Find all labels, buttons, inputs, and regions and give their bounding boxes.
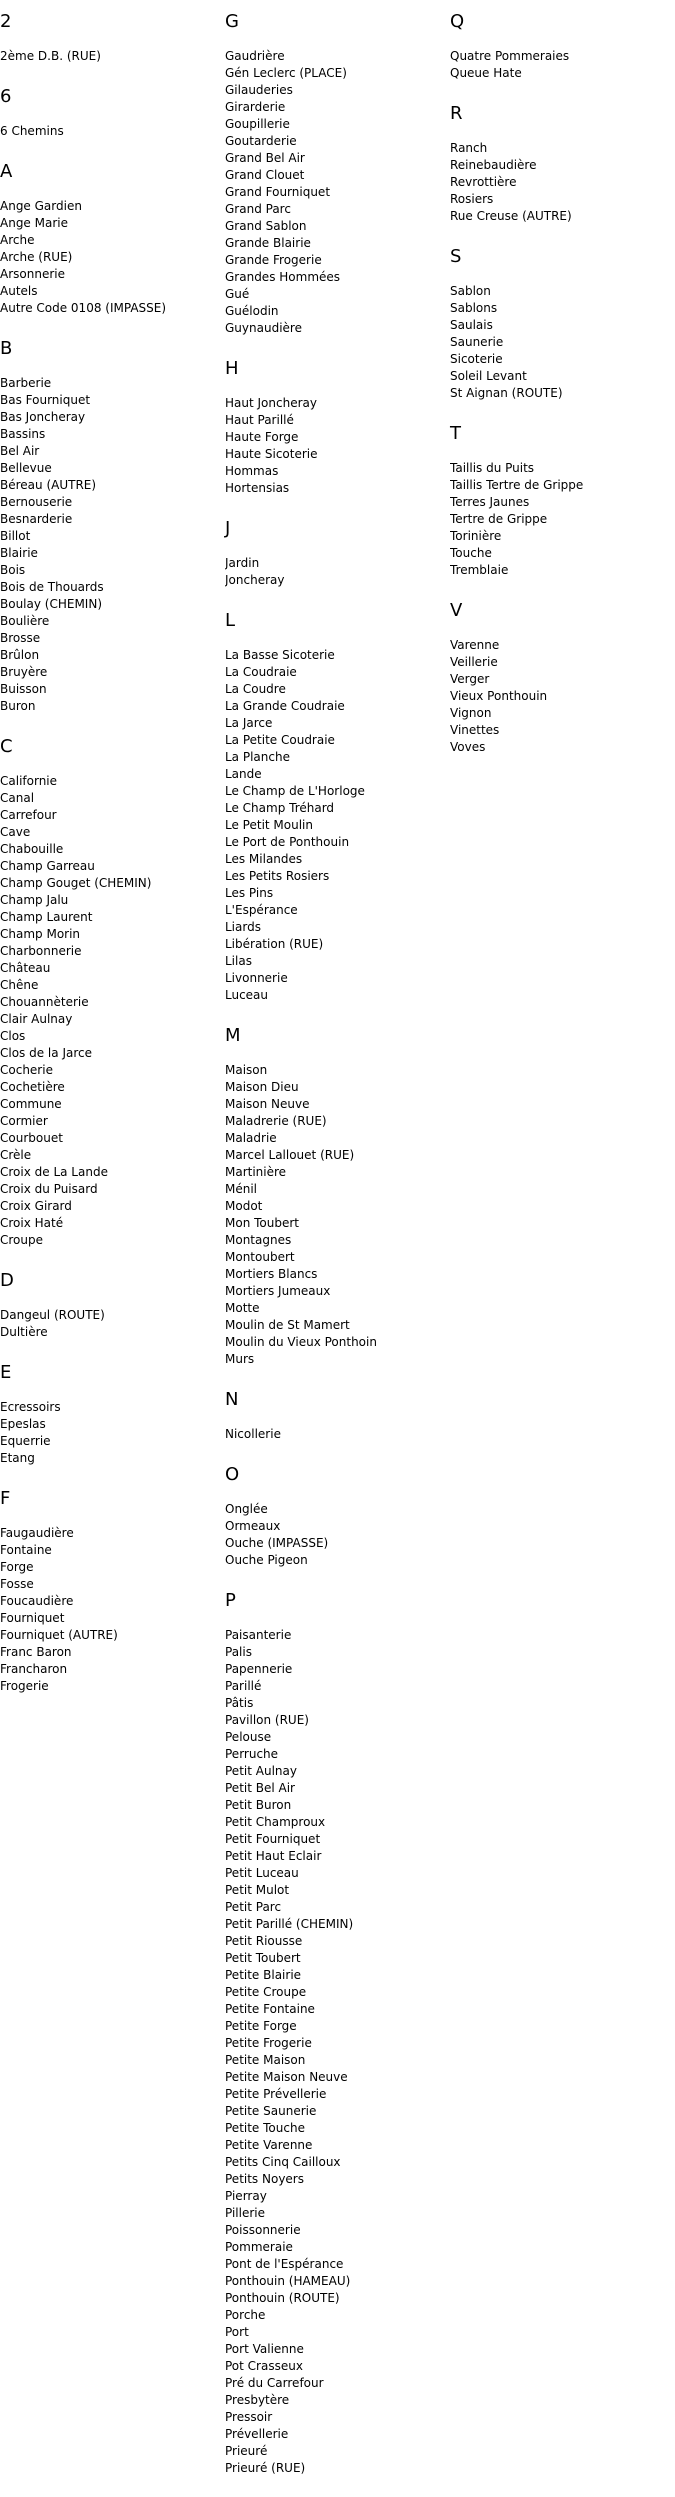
letter-heading: F: [0, 1488, 11, 1509]
letter-group: [225, 517, 450, 589]
street-entry: Petit Champroux: [225, 1815, 326, 1829]
entry-list: [0, 1399, 225, 1467]
street-entry: Brosse: [0, 631, 41, 645]
street-entry: L'Espérance: [225, 903, 298, 917]
street-entry: Ménil: [225, 1182, 258, 1196]
street-entry: Pelouse: [225, 1730, 272, 1744]
street-entry: Joncheray: [225, 573, 285, 587]
street-entry: Saunerie: [450, 335, 504, 349]
street-entry: Pot Crasseux: [225, 2359, 303, 2373]
street-entry: Bois: [0, 563, 26, 577]
street-entry: Petite Saunerie: [225, 2104, 317, 2118]
letter-heading: V: [450, 600, 463, 621]
entry-list: [450, 48, 675, 82]
street-entry: La Jarce: [225, 716, 273, 730]
street-entry: Petite Prévellerie: [225, 2087, 327, 2101]
street-entry: Verger: [450, 672, 490, 686]
street-entry: Luceau: [225, 988, 269, 1002]
street-entry: Clos: [0, 1029, 26, 1043]
street-entry: Arsonnerie: [0, 267, 65, 281]
street-entry: Maison: [225, 1063, 268, 1077]
street-entry: Barberie: [0, 376, 52, 390]
street-entry: Le Port de Ponthouin: [225, 835, 350, 849]
street-entry: Champ Gouget (CHEMIN): [0, 876, 152, 890]
entry-list: [0, 1525, 225, 1695]
street-entry: Marcel Lallouet (RUE): [225, 1148, 355, 1162]
street-entry: Soleil Levant: [450, 369, 527, 383]
letter-heading: Q: [450, 11, 465, 32]
street-entry: Petit Mulot: [225, 1883, 290, 1897]
street-entry: Sicoterie: [450, 352, 503, 366]
street-entry: Petit Parillé (CHEMIN): [225, 1917, 354, 1931]
street-entry: Fourniquet: [0, 1611, 65, 1625]
letter-group: [225, 1463, 450, 1569]
street-entry: Haut Joncheray: [225, 396, 317, 410]
entry-list: [225, 647, 450, 1004]
street-entry: Montagnes: [225, 1233, 292, 1247]
letter-group: [0, 735, 225, 1249]
letter-group: [225, 609, 450, 1004]
street-entry: Grand Sablon: [225, 219, 307, 233]
street-entry: Buron: [0, 699, 36, 713]
letter-group: [225, 1589, 450, 2477]
letter-heading: P: [225, 1590, 236, 1611]
letter-group: [225, 1388, 450, 1443]
street-entry: Quatre Pommeraies: [450, 49, 570, 63]
street-entry: Presbytère: [225, 2393, 290, 2407]
street-entry: Modot: [225, 1199, 263, 1213]
street-entry: Bas Joncheray: [0, 410, 86, 424]
street-entry: Petite Fontaine: [225, 2002, 315, 2016]
street-entry: Etang: [0, 1451, 35, 1465]
letter-heading: C: [0, 736, 13, 757]
street-entry: Grand Clouet: [225, 168, 305, 182]
street-entry: 6 Chemins: [0, 124, 64, 138]
entry-list: [450, 637, 675, 756]
street-entry: Ecressoirs: [0, 1400, 61, 1414]
street-entry: Moulin de St Mamert: [225, 1318, 350, 1332]
entry-list: [0, 1307, 225, 1341]
street-entry: Croix Girard: [0, 1199, 72, 1213]
street-entry: Mortiers Blancs: [225, 1267, 318, 1281]
street-entry: Charbonnerie: [0, 944, 82, 958]
street-entry: Besnarderie: [0, 512, 73, 526]
street-entry: Petit Bel Air: [225, 1781, 295, 1795]
letter-heading: D: [0, 1270, 14, 1291]
street-entry: Petit Riousse: [225, 1934, 303, 1948]
letter-group: [0, 1487, 225, 1695]
street-entry: Bellevue: [0, 461, 52, 475]
street-entry: Commune: [0, 1097, 62, 1111]
street-entry: Ranch: [450, 141, 488, 155]
letter-group: [0, 10, 225, 65]
street-entry: Haute Sicoterie: [225, 447, 318, 461]
street-entry: Murs: [225, 1352, 255, 1366]
street-entry: Clair Aulnay: [0, 1012, 73, 1026]
entry-list: [225, 1426, 450, 1443]
street-entry: Chouannèterie: [0, 995, 89, 1009]
entry-list: [225, 555, 450, 589]
street-entry: Petits Noyers: [225, 2172, 304, 2186]
entry-list: [0, 123, 225, 140]
street-entry: Parillé: [225, 1679, 262, 1693]
street-entry: Grande Blairie: [225, 236, 311, 250]
street-entry: Champ Morin: [0, 927, 81, 941]
street-entry: Dultière: [0, 1325, 48, 1339]
street-entry: Libération (RUE): [225, 937, 324, 951]
street-entry: Croupe: [0, 1233, 43, 1247]
street-entry: Motte: [225, 1301, 260, 1315]
street-entry: Forge: [0, 1560, 34, 1574]
street-entry: Guynaudière: [225, 321, 302, 335]
letter-group: [450, 102, 675, 225]
letter-heading: O: [225, 1464, 240, 1485]
street-entry: Bel Air: [0, 444, 40, 458]
street-entry: Petit Parc: [225, 1900, 282, 1914]
street-entry: Veillerie: [450, 655, 498, 669]
street-entry: Jardin: [225, 556, 260, 570]
street-entry: Château: [0, 961, 51, 975]
entry-list: [225, 48, 450, 337]
street-entry: Rue Creuse (AUTRE): [450, 209, 572, 223]
street-entry: Porche: [225, 2308, 266, 2322]
street-entry: Maladrerie (RUE): [225, 1114, 327, 1128]
street-entry: Petite Varenne: [225, 2138, 313, 2152]
street-entry: Grand Bel Air: [225, 151, 305, 165]
letter-group: [450, 422, 675, 579]
street-entry: Lande: [225, 767, 262, 781]
street-entry: Ange Marie: [0, 216, 68, 230]
street-entry: Ponthouin (HAMEAU): [225, 2274, 351, 2288]
letter-heading: A: [0, 161, 13, 182]
street-entry: Pâtis: [225, 1696, 254, 1710]
street-entry: Champ Garreau: [0, 859, 95, 873]
letter-heading: 2: [0, 11, 12, 32]
street-entry: Petit Luceau: [225, 1866, 299, 1880]
street-entry: Fosse: [0, 1577, 34, 1591]
street-entry: Vinettes: [450, 723, 500, 737]
street-entry: Goupillerie: [225, 117, 290, 131]
street-entry: Port: [225, 2325, 249, 2339]
street-entry: Montoubert: [225, 1250, 295, 1264]
street-entry: 2ème D.B. (RUE): [0, 49, 101, 63]
entry-list: [225, 1062, 450, 1368]
street-entry: Champ Jalu: [0, 893, 69, 907]
street-entry: La Grande Coudraie: [225, 699, 345, 713]
street-entry: Canal: [0, 791, 35, 805]
street-entry: La Basse Sicoterie: [225, 648, 335, 662]
street-entry: Prieuré: [225, 2444, 268, 2458]
letter-heading: S: [450, 246, 462, 267]
street-entry: Petit Haut Eclair: [225, 1849, 322, 1863]
street-entry: Courbouet: [0, 1131, 63, 1145]
street-entry: Petite Croupe: [225, 1985, 307, 1999]
street-entry: Taillis Tertre de Grippe: [450, 478, 584, 492]
letter-heading: N: [225, 1389, 239, 1410]
street-entry: Pressoir: [225, 2410, 273, 2424]
letter-group: [225, 357, 450, 497]
street-entry: Voves: [450, 740, 486, 754]
street-entry: Equerrie: [0, 1434, 51, 1448]
street-entry: Ormeaux: [225, 1519, 281, 1533]
street-entry: Cochetière: [0, 1080, 65, 1094]
street-entry: Petite Frogerie: [225, 2036, 312, 2050]
street-entry: Fontaine: [0, 1543, 52, 1557]
street-entry: Vieux Ponthouin: [450, 689, 548, 703]
street-entry: Tertre de Grippe: [450, 512, 548, 526]
street-entry: Arche (RUE): [0, 250, 73, 264]
street-entry: Grand Fourniquet: [225, 185, 331, 199]
street-entry: Pont de l'Espérance: [225, 2257, 344, 2271]
letter-heading: M: [225, 1025, 241, 1046]
street-entry: Croix de La Lande: [0, 1165, 108, 1179]
street-entry: Prieuré (RUE): [225, 2461, 306, 2475]
street-entry: Bas Fourniquet: [0, 393, 91, 407]
entry-list: [225, 1501, 450, 1569]
index-column-1: [0, 0, 225, 2497]
street-entry: Livonnerie: [225, 971, 288, 985]
letter-heading: G: [225, 11, 239, 32]
street-entry: Pillerie: [225, 2206, 266, 2220]
letter-heading: R: [450, 103, 463, 124]
street-entry: Cormier: [0, 1114, 48, 1128]
street-entry: Les Pins: [225, 886, 274, 900]
street-entry: Billot: [0, 529, 31, 543]
street-entry: Gué: [225, 287, 250, 301]
entry-list: [0, 48, 225, 65]
street-entry: Petit Fourniquet: [225, 1832, 321, 1846]
street-entry: La Coudre: [225, 682, 286, 696]
street-entry: Croix du Puisard: [0, 1182, 98, 1196]
street-entry: Petite Maison: [225, 2053, 306, 2067]
street-entry: Gaudrière: [225, 49, 285, 63]
street-entry: Mon Toubert: [225, 1216, 299, 1230]
letter-group: [0, 1269, 225, 1341]
letter-heading: T: [450, 423, 461, 444]
street-entry: Le Champ de L'Horloge: [225, 784, 365, 798]
street-entry: Haute Forge: [225, 430, 299, 444]
street-entry: Les Milandes: [225, 852, 303, 866]
street-entry: Petite Forge: [225, 2019, 297, 2033]
street-entry: La Planche: [225, 750, 290, 764]
letter-heading: E: [0, 1362, 12, 1383]
street-entry: Frogerie: [0, 1679, 49, 1693]
street-entry: La Petite Coudraie: [225, 733, 335, 747]
street-entry: Pré du Carrefour: [225, 2376, 324, 2390]
street-entry: Petit Buron: [225, 1798, 292, 1812]
entry-list: [0, 198, 225, 317]
street-entry: Clos de la Jarce: [0, 1046, 92, 1060]
street-entry: Nicollerie: [225, 1427, 281, 1441]
street-entry: Franc Baron: [0, 1645, 72, 1659]
entry-list: [450, 283, 675, 402]
street-entry: Bois de Thouards: [0, 580, 104, 594]
street-entry: Bassins: [0, 427, 46, 441]
index-column-2: [225, 0, 450, 2497]
street-entry: Torinière: [450, 529, 502, 543]
street-entry: Moulin du Vieux Ponthoin: [225, 1335, 377, 1349]
street-entry: Sablons: [450, 301, 498, 315]
street-entry: Cave: [0, 825, 31, 839]
street-entry: Tremblaie: [450, 563, 509, 577]
street-entry: Lilas: [225, 954, 252, 968]
street-entry: Arche: [0, 233, 35, 247]
street-entry: Perruche: [225, 1747, 279, 1761]
street-entry: Terres Jaunes: [450, 495, 530, 509]
street-entry: Cocherie: [0, 1063, 53, 1077]
letter-heading: 6: [0, 86, 12, 107]
street-entry: Petit Toubert: [225, 1951, 301, 1965]
street-entry: Petite Blairie: [225, 1968, 302, 1982]
street-entry: Queue Hate: [450, 66, 522, 80]
street-entry: Pavillon (RUE): [225, 1713, 309, 1727]
street-entry: Mortiers Jumeaux: [225, 1284, 331, 1298]
entry-list: [450, 140, 675, 225]
street-entry: Grandes Hommées: [225, 270, 341, 284]
street-entry: Chêne: [0, 978, 39, 992]
street-entry: St Aignan (ROUTE): [450, 386, 563, 400]
street-entry: Petite Maison Neuve: [225, 2070, 348, 2084]
street-entry: Foucaudière: [0, 1594, 74, 1608]
street-entry: Taillis du Puits: [450, 461, 535, 475]
street-entry: Croix Haté: [0, 1216, 64, 1230]
street-entry: Haut Parillé: [225, 413, 294, 427]
entry-list: [450, 460, 675, 579]
street-entry: Les Petits Rosiers: [225, 869, 330, 883]
street-entry: Revrottière: [450, 175, 517, 189]
street-entry: Saulais: [450, 318, 493, 332]
street-entry: Poissonnerie: [225, 2223, 301, 2237]
street-entry: Epeslas: [0, 1417, 46, 1431]
street-entry: Carrefour: [0, 808, 57, 822]
street-entry: Blairie: [0, 546, 38, 560]
street-entry: Béreau (AUTRE): [0, 478, 97, 492]
street-entry: Petits Cinq Cailloux: [225, 2155, 341, 2169]
street-entry: Petit Aulnay: [225, 1764, 297, 1778]
entry-list: [225, 395, 450, 497]
street-entry: Brûlon: [0, 648, 40, 662]
street-entry: Petite Touche: [225, 2121, 305, 2135]
street-entry: Maladrie: [225, 1131, 277, 1145]
street-entry: Touche: [450, 546, 492, 560]
street-entry: Varenne: [450, 638, 500, 652]
street-entry: Sablon: [450, 284, 491, 298]
street-entry: Maison Neuve: [225, 1097, 310, 1111]
street-entry: Pommeraie: [225, 2240, 293, 2254]
letter-group: [0, 85, 225, 140]
street-entry: Faugaudière: [0, 1526, 74, 1540]
street-entry: Buisson: [0, 682, 47, 696]
street-entry: Girarderie: [225, 100, 286, 114]
street-entry: Ange Gardien: [0, 199, 82, 213]
street-entry: Prévellerie: [225, 2427, 289, 2441]
street-entry: Boulay (CHEMIN): [0, 597, 102, 611]
street-entry: Maison Dieu: [225, 1080, 299, 1094]
street-entry: Autels: [0, 284, 38, 298]
street-entry: Ponthouin (ROUTE): [225, 2291, 340, 2305]
street-entry: Fourniquet (AUTRE): [0, 1628, 118, 1642]
street-entry: Ouche Pigeon: [225, 1553, 308, 1567]
street-entry: Ouche (IMPASSE): [225, 1536, 329, 1550]
letter-group: [0, 160, 225, 317]
street-entry: Papennerie: [225, 1662, 293, 1676]
entry-list: [225, 1627, 450, 2477]
street-entry: La Coudraie: [225, 665, 297, 679]
letter-group: [450, 245, 675, 402]
street-entry: Grand Parc: [225, 202, 291, 216]
street-entry: Hommas: [225, 464, 279, 478]
street-entry: Paisanterie: [225, 1628, 292, 1642]
street-entry: Goutarderie: [225, 134, 297, 148]
street-entry: Liards: [225, 920, 261, 934]
street-entry: Crèle: [0, 1148, 32, 1162]
letter-heading: B: [0, 338, 13, 359]
street-entry: Vignon: [450, 706, 492, 720]
letter-group: [0, 1361, 225, 1467]
street-entry: Guélodin: [225, 304, 279, 318]
street-entry: Pierray: [225, 2189, 267, 2203]
entry-list: [0, 375, 225, 715]
street-entry: Onglée: [225, 1502, 268, 1516]
street-entry: Palis: [225, 1645, 252, 1659]
street-entry: Gén Leclerc (PLACE): [225, 66, 347, 80]
street-entry: Bruyère: [0, 665, 48, 679]
street-entry: Champ Laurent: [0, 910, 93, 924]
street-entry: Rosiers: [450, 192, 494, 206]
street-entry: Port Valienne: [225, 2342, 304, 2356]
street-entry: Boulière: [0, 614, 50, 628]
street-entry: Bernouserie: [0, 495, 73, 509]
street-entry: Dangeul (ROUTE): [0, 1308, 105, 1322]
street-entry: Chabouille: [0, 842, 64, 856]
street-entry: Reinebaudière: [450, 158, 537, 172]
street-entry: Hortensias: [225, 481, 290, 495]
street-entry: Le Champ Tréhard: [225, 801, 335, 815]
index-column-3: [450, 0, 675, 2497]
letter-heading: J: [225, 518, 231, 539]
letter-heading: H: [225, 358, 239, 379]
letter-group: [225, 1024, 450, 1368]
street-entry: Francharon: [0, 1662, 68, 1676]
street-entry: Grande Frogerie: [225, 253, 322, 267]
letter-group: [0, 337, 225, 715]
letter-group: [450, 10, 675, 82]
street-entry: Le Petit Moulin: [225, 818, 313, 832]
entry-list: [0, 773, 225, 1249]
street-entry: Gilauderies: [225, 83, 293, 97]
letter-group: [225, 10, 450, 337]
street-entry: Autre Code 0108 (IMPASSE): [0, 301, 167, 315]
letter-group: [450, 599, 675, 756]
letter-heading: L: [225, 610, 236, 631]
street-entry: Martinière: [225, 1165, 287, 1179]
street-entry: Californie: [0, 774, 58, 788]
